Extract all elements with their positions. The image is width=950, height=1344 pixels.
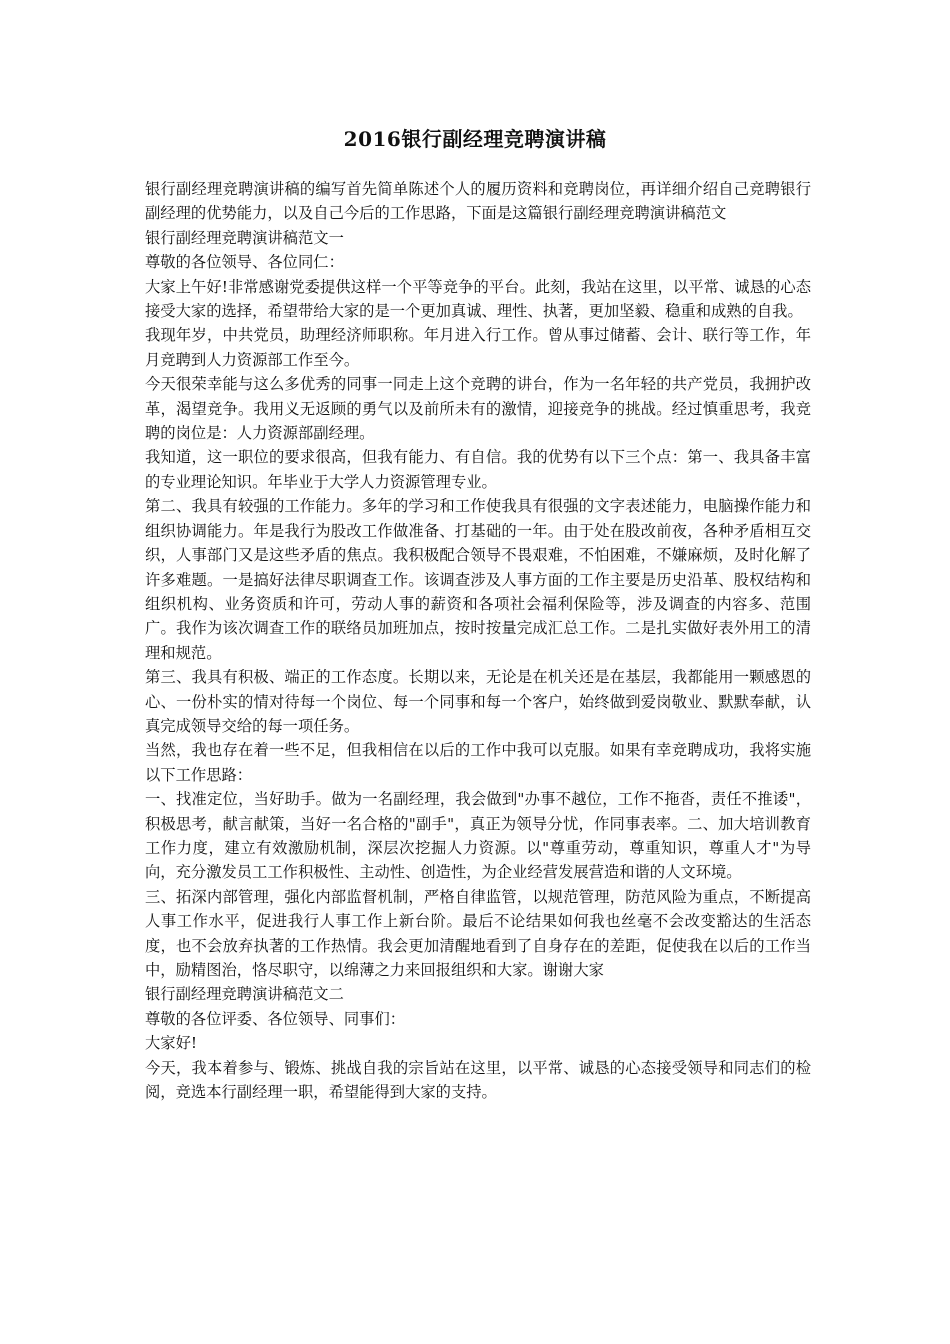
greeting: 大家好! (145, 1034, 198, 1053)
body-paragraph: 今天很荣幸能与这么多优秀的同事一同走上这个竞聘的讲台，作为一名年轻的共产党员，我拥护改革，渴望竞争。我用义无返顾的勇气以及前所未有的激情，迎接竞争的挑战。经过慎重思考，我竞聘的岗位是：人力资源部副经理。 (145, 375, 811, 443)
document-title: 2016银行副经理竞聘演讲稿 (343, 127, 607, 151)
body-paragraph: 第三、我具有积极、端正的工作态度。长期以来，无论是在机关还是在基层，我都能用一颗感恩的心、一份朴实的情对待每一个岗位、每一个同事和每一个客户，始终做到爱岗敬业、默默奉献，认真完成领导交给的每一项任务。 (145, 668, 811, 735)
body-paragraph: 我现年岁，中共党员，助理经济师职称。年月进入行工作。曾从事过储蓄、会计、联行等工作，年月竞聘到人力资源部工作至今。 (145, 326, 811, 369)
section-heading: 银行副经理竞聘演讲稿范文一 (145, 228, 344, 247)
body-paragraph: 今天，我本着参与、锻炼、挑战自我的宗旨站在这里，以平常、诚恳的心态接受领导和同志们的检阅，竞选本行副经理一职，希望能得到大家的支持。 (145, 1058, 811, 1102)
document-body (145, 177, 811, 1104)
salutation: 尊敬的各位评委、各位领导、同事们： (145, 1009, 406, 1028)
body-paragraph: 我知道，这一职位的要求很高，但我有能力、有自信。我的优势有以下三个点：第一、我具备丰富的专业理论知识。年毕业于大学人力资源管理专业。 (145, 448, 811, 491)
body-paragraph: 三、拓深内部管理，强化内部监督机制，严格自律监管，以规范管理，防范风险为重点，不断提高人事工作水平，促进我行人事工作上新台阶。最后不论结果如何我也丝毫不会改变豁达的生活态度，也不会放弃执著的工作热情。我会更加清醒地看到了自身存在的差距，促使我在以后的工作当中，励精图治，恪尽职守，以绵薄之力来回报组织和大家。谢谢大家 (145, 887, 811, 979)
intro-paragraph: 银行副经理竞聘演讲稿的编写首先简单陈述个人的履历资料和竞聘岗位，再详细介绍自己竞聘银行副经理的优势能力，以及自己今后的工作思路，下面是这篇银行副经理竞聘演讲稿范文 (145, 180, 811, 223)
section-heading: 银行副经理竞聘演讲稿范文二 (145, 985, 344, 1004)
body-paragraph: 大家上午好!非常感谢党委提供这样一个平等竞争的平台。此刻，我站在这里，以平常、诚恳的心态接受大家的选择，希望带给大家的是一个更加真诚、理性、执著，更加坚毅、稳重和成熟的自我。 (145, 277, 811, 321)
body-paragraph: 当然，我也存在着一些不足，但我相信在以后的工作中我可以克服。如果有幸竞聘成功，我将实施以下工作思路： (145, 741, 811, 784)
salutation: 尊敬的各位领导、各位同仁： (145, 253, 344, 272)
body-paragraph: 一、找准定位，当好助手。做为一名副经理，我会做到"办事不越位，工作不拖沓，责任不推诿"，积极思考，献言献策，当好一名合格的"副手"，真正为领导分忧，作同事表率。二、加大培训教育工作力度，建立有效激励机制，深层次挖掘人力资源。以"尊重劳动，尊重知识，尊重人才"为导向，充分激发员工工作积极性、主动性、创造性，为企业经营发展营造和谐的人文环境。 (145, 790, 811, 882)
body-paragraph: 第二、我具有较强的工作能力。多年的学习和工作使我具有很强的文字表述能力，电脑操作能力和组织协调能力。年是我行为股改工作做准备、打基础的一年。由于处在股改前夜，各种矛盾相互交织，人事部门又是这些矛盾的焦点。我积极配合领导不畏艰难，不怕困难，不嫌麻烦，及时化解了许多难题。一是搞好法律尽职调查工作。该调查涉及人事方面的工作主要是历史沿革、股权结构和组织机构、业务资质和许可，劳动人事的薪资和各项社会福利保险等，涉及调查的内容多、范围广。我作为该次调查工作的联络员加班加点，按时按量完成汇总工作。二是扎实做好表外用工的清理和规范。 (145, 497, 811, 662)
